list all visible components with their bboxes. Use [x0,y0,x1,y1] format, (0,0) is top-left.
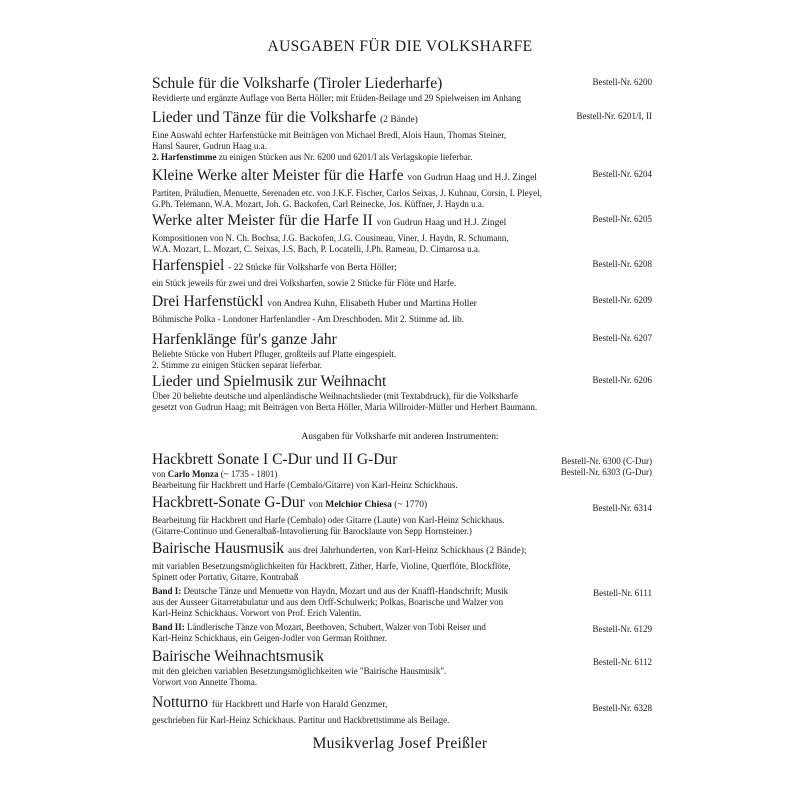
publisher-name: Musikverlag Josef Preißler [312,735,488,752]
entry-harfenklaenge [152,330,652,371]
entry-description: Bearbeitung für Hackbrett und Harfe (Cembalo/Gitarre) von Karl-Heinz Schickhaus. [152,480,458,490]
order-number: Bestell-Nr. 6314 [592,503,652,513]
entry-note [152,152,652,163]
entry-title: Lieder und Tänze für die Volksharfe [152,109,377,126]
order-number: Bestell-Nr. 6300 (C-Dur) [561,456,652,466]
order-number: Bestell-Nr. 6200 [592,77,652,87]
entry-subtitle: - 22 Stücke für Volksharfe von Berta Höller; [228,263,397,273]
entry-lieder-taenze [152,108,652,163]
band-label: Band II: [152,622,185,632]
entry-hackbrett-sonate-monza [152,450,652,491]
entry-kleine-werke [152,166,652,210]
entry-description: Kompositionen von N. Ch. Bochsa, J.G. Backofen, J.G. Cousineau, Viner, J. Haydn, R. Schumann, [152,233,509,243]
entry-subtitle: aus drei Jahrhunderten, von Karl-Heinz Schickhaus (2 Bände); [288,546,527,556]
entry-description: Hansl Saurer, Gudrun Haag u.a. [152,141,267,151]
composer-name: Melchior Chiesa [325,500,392,510]
entry-description: geschrieben für Karl-Heinz Schickhaus. Partitur und Hackbrettstimme als Beilage. [152,715,450,725]
entry-title: Schule für die Volksharfe (Tiroler Liederharfe) [152,75,443,92]
entry-description: Beliebte Stücke von Hubert Pfluger, großteils auf Platte eingespielt. [152,349,397,359]
entry-title: Harfenspiel [152,257,225,274]
order-number: Bestell-Nr. 6111 [593,588,652,598]
entry-title: Bairische Hausmusik [152,540,285,557]
composer-name: Carlo Monza [167,469,219,479]
entry-description: Spinett oder Portativ, Gitarre, Kontrabaß [152,572,299,582]
entry-description: Revidierte und ergänzte Auflage von Berta Höller; mit Etüden-Beilage und 29 Spielweisen im Anhang [152,93,521,103]
note-text: zu einigen Stücken aus Nr. 6200 und 6201/I als Verlagskopie lieferbar. [216,152,473,162]
order-number: Bestell-Nr. 6205 [592,214,652,224]
entry-description: (Gitarre-Continuo und Generalbaß-Intavolierung für Barocklaute von Sepp Hornsteiner.) [152,526,472,536]
entry-title: Kleine Werke alter Meister für die Harfe [152,167,404,184]
band-description: Deutsche Tänze und Menuette von Haydn, Mozart und aus der Knaffl-Handschrift; Musik [181,586,509,596]
order-number: Bestell-Nr. 6129 [592,624,652,634]
order-number: Bestell-Nr. 6112 [592,657,652,667]
composer-prefix: von [152,469,168,479]
composer-prefix: von [308,500,326,510]
entry-description: Eine Auswahl echter Harfenstücke mit Beiträgen von Michael Bredl, Alois Haun, Thomas Steiner, [152,130,507,140]
entry-composer [309,500,427,510]
entry-description: G.Ph. Telemann, W.A. Mozart, Joh. G. Backofen, Carl Reinecke, Jos. Küffner, J. Haydn u.a. [152,199,485,209]
entry-description: mit variablen Besetzungsmöglichkeiten für Hackbrett, Zither, Harfe, Violine, Querflöte, Blockflöte, [152,561,511,571]
section-subheading: Ausgaben für Volksharfe mit anderen Instrumenten: [301,432,499,442]
composer-dates: (~ 1735 - 1801) [218,469,278,479]
entry-title: Drei Harfenstückl [152,293,264,310]
entry-description: Bearbeitung für Hackbrett und Harfe (Cembalo) oder Gitarre (Laute) von Karl-Heinz Schickhaus. [152,515,505,525]
order-numbers [561,456,652,478]
entry-description: Partiten, Präludien, Menuette, Serenaden etc. von J.K.F. Fischer, Carlos Seixas, J. Kuhnau, Corsin, I. Pleyel, [152,188,542,198]
page-heading: AUSGABEN FÜR DIE VOLKSHARFE [267,38,533,55]
entry-title: Notturno [152,694,208,711]
order-number: Bestell-Nr. 6201/I, II [576,111,652,121]
entry-harfenspiel [152,256,652,289]
entry-title: Harfenklänge für's ganze Jahr [152,331,337,348]
band-description: Karl-Heinz Schickhaus, ein Geigen-Jodler von German Roithner. [152,633,387,643]
entry-subtitle: von Andrea Kuhn, Elisabeth Huber und Martina Holler [267,299,477,309]
note-bold: 2. Harfenstimme [152,152,217,162]
entry-description: Böhmische Polka - Londoner Harfenlandler - Am Dreschboden. Mit 2. Stimme ad. lib. [152,314,464,324]
entry-subtitle: von Gudrun Haag und H.J. Zingel [407,173,537,183]
entry-bairische-weihnachtsmusik [152,647,652,688]
entry-notturno [152,693,652,726]
entry-description: ein Stück jeweils für zwei und drei Volksharfen, sowie 2 Stücke für Flöte und Harfe. [152,278,457,288]
band-2 [152,622,652,644]
entry-bairische-hausmusik [152,539,652,644]
order-number: Bestell-Nr. 6209 [592,295,652,305]
entry-description: Über 20 beliebte deutsche und alpenländische Weihnachtslieder (mit Textabdruck), für die Volksharfe [152,391,518,401]
entry-title: Werke alter Meister für die Harfe II [152,212,373,229]
entry-title: Bairische Weihnachtsmusik [152,648,324,665]
order-number: Bestell-Nr. 6206 [592,375,652,385]
entry-subtitle: (2 Bände) [380,115,418,125]
entry-description: W.A. Mozart, L. Mozart, C. Seixas, J.S. Bach, P. Locatelli, J.Ph. Rameau, D. Cimarosa u.a. [152,244,481,254]
band-description: aus der Ausseer Gitarretabulatur und aus dem Orff-Schulwerk; Polkas, Boarische und Walzer von [152,597,504,607]
order-number: Bestell-Nr. 6303 (G-Dur) [560,467,652,477]
entry-description: gesetzt von Gudrun Haag; mit Beiträgen von Berta Höller, Maria Willroider-Müller und Herbert Baumann. [152,402,538,412]
order-number: Bestell-Nr. 6207 [592,333,652,343]
composer-dates: (~ 1770) [391,500,428,510]
band-description: Karl-Heinz Schickhaus. Vorwort von Prof. Erich Valentin. [152,608,362,618]
order-number: Bestell-Nr. 6328 [592,703,652,713]
order-number: Bestell-Nr. 6208 [592,259,652,269]
band-description: Ländlerische Tänze von Mozart, Beethoven, Schubert, Walzer von Tobi Reiser und [184,622,486,632]
entry-description: 2. Stimme zu einigen Stücken separat lieferbar. [152,360,322,370]
entry-subtitle: für Hackbrett und Harfe von Harald Genzmer, [211,700,388,710]
entry-schule [152,74,652,104]
entry-werke-alter-meister [152,211,652,255]
order-number: Bestell-Nr. 6204 [592,169,652,179]
entry-description: mit den gleichen variablen Besetzungsmöglichkeiten wie "Bairische Hausmusik". [152,666,447,676]
entry-title: Hackbrett-Sonate G-Dur [152,494,305,511]
entry-description: Vorwort von Annette Thoma. [152,677,258,687]
band-1 [152,586,652,619]
entry-title: Lieder und Spielmusik zur Weihnacht [152,373,387,390]
entry-hackbrett-sonate-chiesa [152,493,652,537]
band-label: Band I: [152,586,182,596]
entry-drei-harfenstueckl [152,292,652,325]
entry-title: Hackbrett Sonate I C-Dur und II G-Dur [152,451,398,468]
entry-subtitle: von Gudrun Haag und H.J. Zingel [376,218,507,228]
entry-weihnacht-spielmusik [152,372,652,413]
